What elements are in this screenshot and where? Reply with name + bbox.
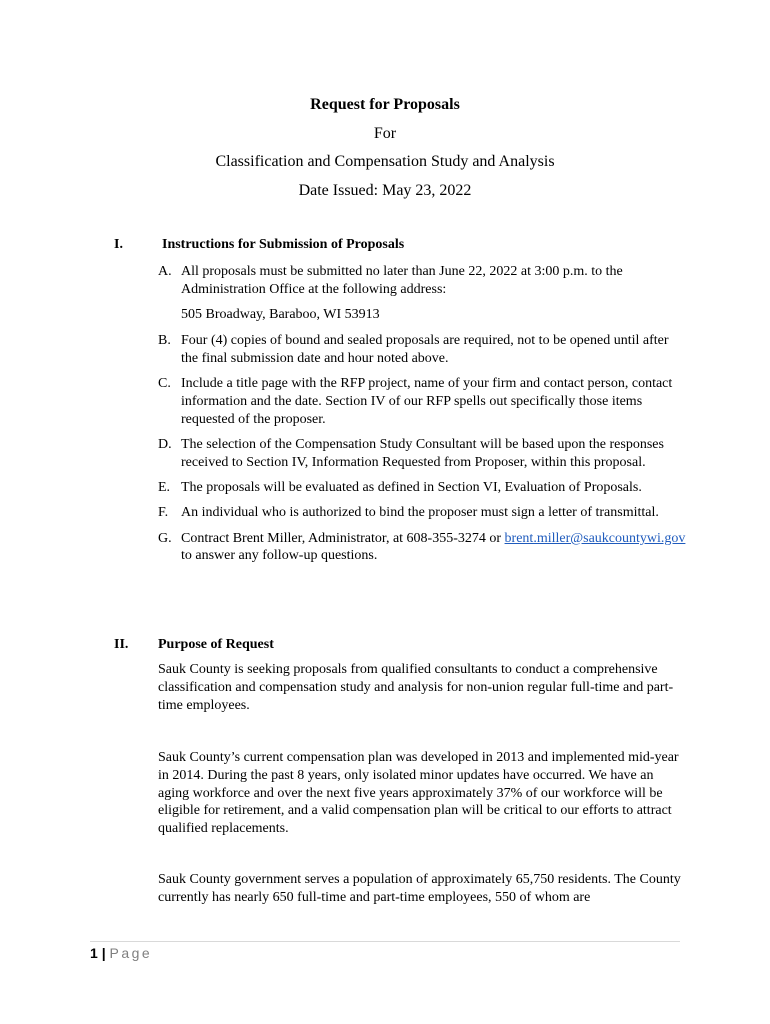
- list-item: [158, 375, 688, 428]
- section-1-heading: Instructions for Submission of Proposals: [162, 237, 405, 252]
- list-item-text: An individual who is authorized to bind the proposer must sign a letter of transmittal.: [181, 505, 659, 521]
- list-item-letter: D.: [158, 436, 172, 452]
- contact-email-link[interactable]: brent.miller@saukcountywi.gov: [504, 530, 686, 546]
- list-item: [158, 263, 688, 299]
- list-item-letter: F.: [158, 505, 169, 521]
- list-item-letter: B.: [158, 333, 171, 348]
- document-subtitle: Classification and Compensation Study and Analysis: [215, 153, 555, 171]
- list-item-text: The selection of the Compensation Study Consultant will be based upon the responses received to Section IV, Information Requested from Proposer, within this proposal.: [181, 436, 664, 470]
- list-item-text: The proposals will be evaluated as defined in Section VI, Evaluation of Proposals.: [181, 480, 642, 496]
- page-footer: [90, 944, 152, 962]
- list-item: [158, 530, 688, 566]
- list-item-text-end: to answer any follow-up questions.: [181, 548, 378, 564]
- list-item-text: Include a title page with the RFP project, name of your firm and contact person, contact information and the date. Section IV of our RFP spells out specifically those items requested of the proposer.: [181, 376, 673, 427]
- page-number: 1: [90, 945, 98, 961]
- list-item-letter: E.: [158, 480, 171, 496]
- list-item-letter: C.: [158, 376, 171, 392]
- list-item: [158, 436, 688, 472]
- section-1-numeral: I.: [114, 237, 123, 252]
- section-2-numeral: II.: [114, 637, 129, 652]
- footer-divider: [90, 941, 680, 942]
- list-item-letter: G.: [158, 530, 172, 546]
- title-for: For: [373, 124, 397, 142]
- list-item: [158, 332, 688, 368]
- list-item-text: Four (4) copies of bound and sealed proposals are required, not to be opened until after the final submission date and hour noted above.: [181, 333, 669, 366]
- list-item-text: Contract Brent Miller, Administrator, at 608-355-3274 or: [181, 530, 505, 546]
- section-1-list-continued: [158, 332, 688, 565]
- section-2-heading: Purpose of Request: [158, 637, 274, 652]
- paragraph: Sauk County is seeking proposals from qualified consultants to conduct a comprehensive classification and compensation study and analysis for non-union regular full-time and part-time employees.: [158, 662, 674, 713]
- document-title: Request for Proposals: [310, 96, 460, 113]
- list-item-letter: A.: [158, 264, 172, 279]
- submission-address: 505 Broadway, Baraboo, WI 53913: [181, 307, 380, 322]
- paragraph: Sauk County government serves a population of approximately 65,750 residents. The County currently has nearly 650 full-time and part-time employees, 550 of whom are: [158, 872, 681, 905]
- list-item: [158, 479, 688, 497]
- paragraph: Sauk County’s current compensation plan was developed in 2013 and implemented mid-year in 2014. During the past 8 years, only isolated minor updates have occurred. We have an aging workforce and over the next five years approximately 37% of our workforce will be eligible for retirement, and a valid compensation plan will be critical to our efforts to attract qualified replacements.: [158, 750, 679, 837]
- date-issued: Date Issued: May 23, 2022: [298, 181, 472, 199]
- footer-separator: |: [101, 945, 106, 961]
- list-item: [158, 504, 688, 522]
- title-block: [0, 93, 770, 207]
- list-item-text: All proposals must be submitted no later than June 22, 2022 at 3:00 p.m. to the Administration Office at the following address:: [181, 264, 623, 297]
- section-1-list: [158, 263, 688, 299]
- page-label: Page: [109, 945, 153, 961]
